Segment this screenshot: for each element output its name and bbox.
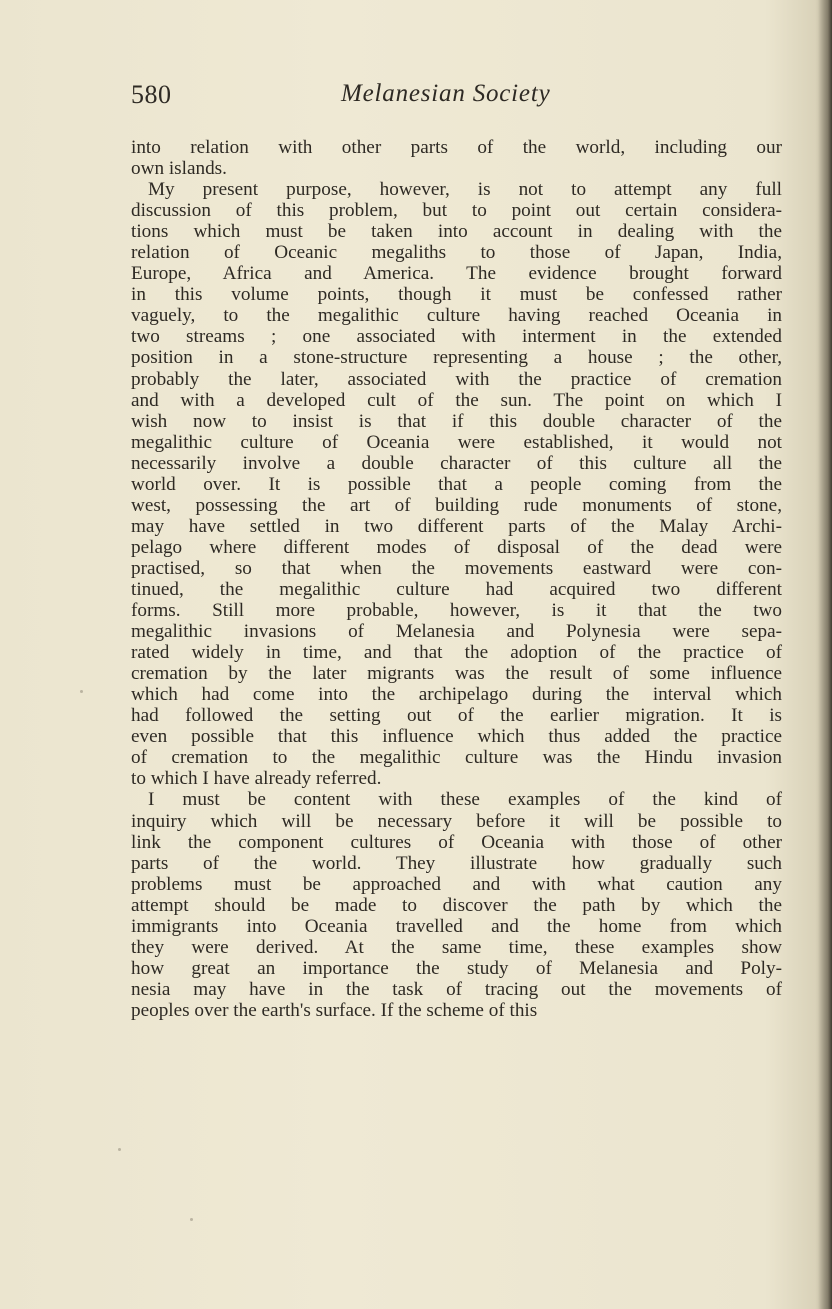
text-line: may have settled in two different parts of the Malay Archi- [131,515,782,537]
paragraph [131,179,782,789]
text-line: wish now to insist is that if this double character of the [131,410,782,432]
text-line: nesia may have in the task of tracing out the movements of [131,978,782,1000]
paragraph [131,789,782,1021]
text-line: tinued, the megalithic culture had acquired two different [131,578,782,600]
text-line: peoples over the earth's surface. If the scheme of this [131,999,538,1021]
text-line: megalithic culture of Oceania were established, it would not [131,431,782,453]
text-line: tions which must be taken into account in dealing with the [131,221,782,243]
running-head [131,80,779,116]
paper-speck [80,690,83,693]
paragraph [131,137,782,179]
text-line: discussion of this problem, but to point out certain considera- [131,200,782,222]
text-line: and with a developed cult of the sun. The point on which I [131,389,782,411]
text-line: My present purpose, however, is not to attempt any full [148,179,782,201]
text-line: probably the later, associated with the practice of cremation [131,368,782,390]
text-line: vaguely, to the megalithic culture having reached Oceania in [131,305,782,327]
running-title: Melanesian Society [341,80,551,107]
text-line: they were derived. At the same time, these examples show [131,936,782,958]
text-line: in this volume points, though it must be confessed rather [131,284,782,306]
text-line: of cremation to the megalithic culture was the Hindu invasion [131,747,782,769]
text-line: to which I have already referred. [131,768,382,790]
page-number: 580 [131,80,172,109]
text-line: rated widely in time, and that the adoption of the practice of [131,642,782,664]
text-line: attempt should be made to discover the path by which the [131,894,782,916]
text-line: I must be content with these examples of the kind of [148,789,782,811]
text-line: two streams ; one associated with interment in the extended [131,326,782,348]
text-line: even possible that this influence which thus added the practice [131,726,782,748]
text-line: forms. Still more probable, however, is it that the two [131,600,782,622]
text-line: position in a stone-structure representing a house ; the other, [131,347,782,369]
text-line: practised, so that when the movements eastward were con- [131,557,782,579]
text-line: parts of the world. They illustrate how gradually such [131,852,782,874]
text-line: pelago where different modes of disposal of the dead were [131,536,782,558]
text-line: west, possessing the art of building rude monuments of stone, [131,494,782,516]
text-line: relation of Oceanic megaliths to those of Japan, India, [131,242,782,264]
body-text [131,137,782,1021]
text-line: world over. It is possible that a people coming from the [131,473,782,495]
text-line: had followed the setting out of the earlier migration. It is [131,705,782,727]
text-line: how great an importance the study of Melanesia and Poly- [131,957,782,979]
text-line: megalithic invasions of Melanesia and Polynesia were sepa- [131,621,782,643]
text-line: problems must be approached and with what caution any [131,873,782,895]
text-line: own islands. [131,158,227,180]
text-line: Europe, Africa and America. The evidence brought forward [131,263,782,285]
text-line: into relation with other parts of the world, including our [131,137,782,158]
text-line: which had come into the archipelago during the interval which [131,684,782,706]
text-line: immigrants into Oceania travelled and the home from which [131,915,782,937]
paper-speck [118,1148,121,1151]
text-line: link the component cultures of Oceania with those of other [131,831,782,853]
text-line: necessarily involve a double character of this culture all the [131,452,782,474]
page-edge-shadow [818,0,832,1309]
text-line: inquiry which will be necessary before it will be possible to [131,810,782,832]
text-line: cremation by the later migrants was the result of some influence [131,663,782,685]
paper-speck [190,1218,193,1221]
